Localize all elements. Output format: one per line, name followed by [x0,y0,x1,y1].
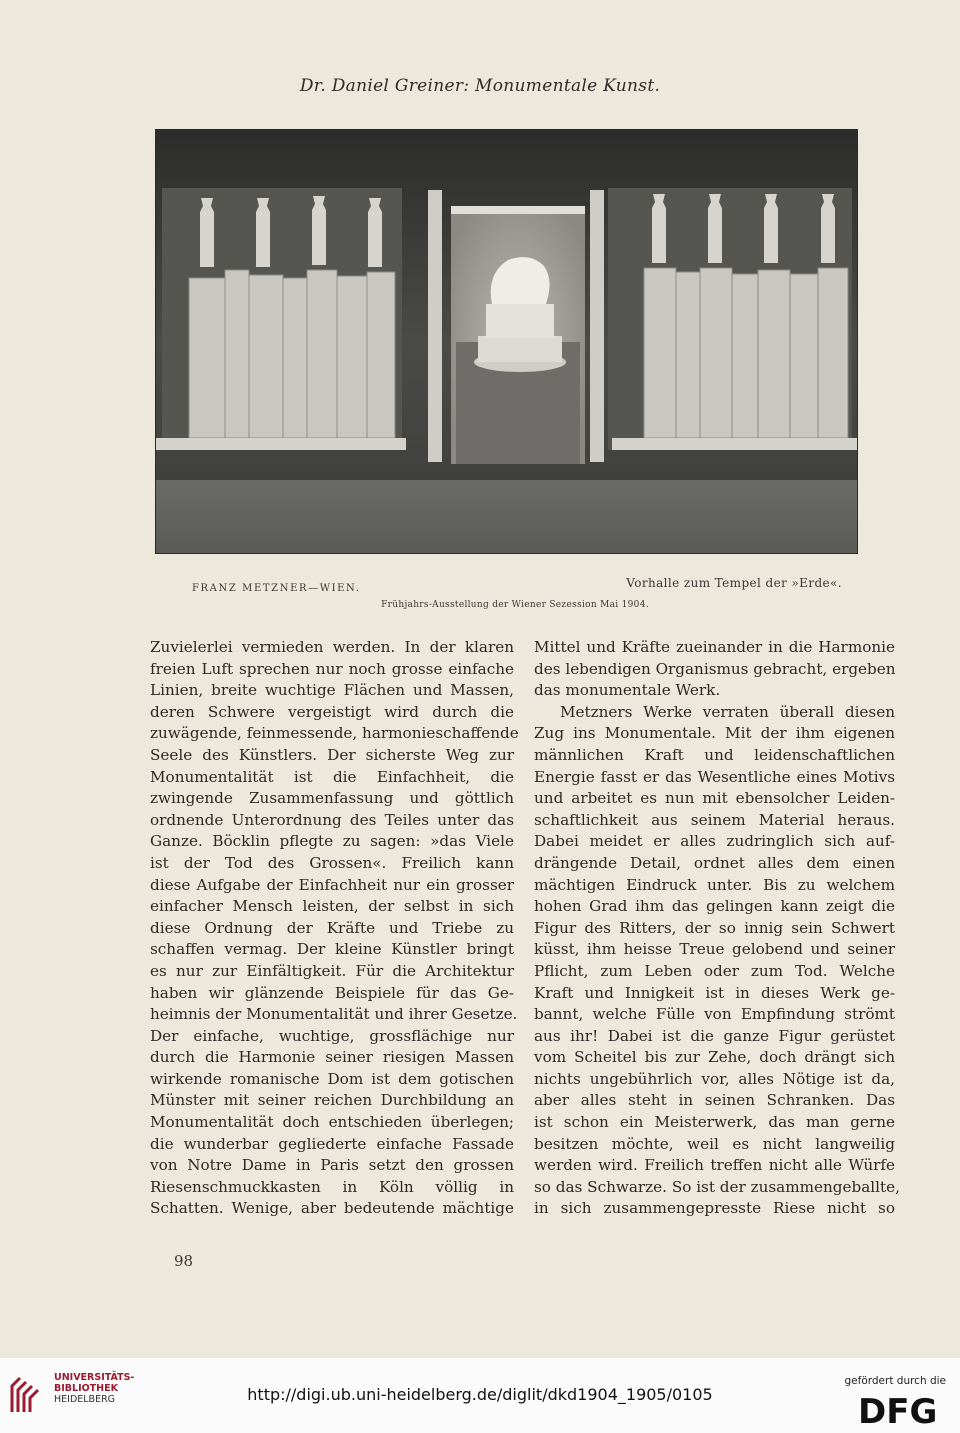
text-line: zwingende Zusammenfassung und göttlich [150,789,514,808]
text-line: ist der Tod des Grossen«. Freilich kann [150,853,514,872]
vestibule-photo [156,130,857,553]
text-line: Kraft und Innigkeit ist in dieses Werk ge- [534,983,895,1002]
text-line: von Notre Dame in Paris setzt den grossen [150,1156,514,1175]
text-line: Zug ins Monumentale. Mit der ihm eigenen [534,724,895,743]
text-line: besitzen möchte, weil es nicht langweilig [534,1134,895,1153]
text-line: Figur des Ritters, der so innig sein Schwert [534,918,895,937]
text-line: des lebendigen Organismus gebracht, ergeben [534,659,896,678]
text-line: Metzners Werke verraten überall diesen [560,702,895,721]
text-line: schaftlichkeit aus seinem Material heraus. [534,810,895,829]
running-title: Dr. Daniel Greiner: Monumentale Kunst. [299,76,661,96]
exhibition-photograph [155,129,858,554]
figure-caption-artist: FRANZ METZNER—WIEN. [192,583,361,594]
text-line: diese Aufgabe der Einfachheit nur ein grosser [150,875,514,894]
text-line: mächtigen Eindruck unter. Bis zu welchem [534,875,895,894]
text-line: zuwägende, feinmessende, harmonieschaffende [150,724,519,743]
text-column-left [150,637,519,1220]
text-line: schaffen vermag. Der kleine Künstler bringt [150,940,514,959]
text-line: haben wir glänzende Beispiele für das Ge- [150,983,514,1002]
text-line: ist schon ein Meisterwerk, das man gerne [534,1113,895,1132]
permalink-url[interactable]: http://digi.ub.uni-heidelberg.de/diglit/dkd1904_1905/0105 [247,1385,713,1404]
text-line: diese Ordnung der Kräfte und Triebe zu [150,918,514,937]
text-line: aber alles steht in seinen Schranken. Das [534,1091,895,1110]
text-line: Pflicht, zum Leben oder zum Tod. Welche [534,961,895,980]
text-line: durch die Harmonie seiner riesigen Massen [150,1048,514,1067]
text-line: drängende Detail, ordnet alles dem einen [534,853,895,872]
text-line: Zuvielerlei vermieden werden. In der klaren [150,638,514,656]
text-line: deren Schwere vergeistigt wird durch die [150,702,514,721]
text-line: ordnende Unterordnung des Teiles unter das [150,810,514,829]
text-line: Linien, breite wuchtige Flächen und Massen, [150,681,514,700]
dfg-logo-icon [856,1392,948,1426]
text-line: Dabei meidet er alles zudringlich sich auf- [534,832,895,851]
text-line: Der einfache, wuchtige, grossflächige nur [150,1026,514,1045]
library-name-line: BIBLIOTHEK [54,1383,118,1394]
figure-caption-exhibition: Frühjahrs-Ausstellung der Wiener Sezession Mai 1904. [381,600,649,610]
text-line: in sich zusammengepresste Riese nicht so [534,1199,895,1218]
text-line: heimnis der Monumentalität und ihrer Gesetze. [150,1005,518,1024]
text-line: Monumentalität ist die Einfachheit, die [150,767,514,786]
text-line: Schatten. Wenige, aber bedeutende mächtige [150,1199,514,1218]
text-line: Riesenschmuckkasten in Köln völlig in [150,1177,514,1196]
text-line: vom Scheitel bis zur Zehe, doch drängt sich [534,1048,895,1067]
text-line: so das Schwarze. So ist der zusammengeballte, [534,1177,900,1196]
text-line: Münster mit seiner reichen Durchbildung an [150,1091,514,1110]
library-name-line: HEIDELBERG [54,1394,116,1405]
library-name-line: UNIVERSITÄTS- [54,1372,135,1383]
text-line: das monumentale Werk. [534,681,721,700]
text-line: aus ihr! Dabei ist die ganze Figur gerüstet [534,1026,895,1045]
text-line: einfacher Mensch leisten, der selbst in sich [150,897,514,916]
text-line: Energie fasst er das Wesentliche eines Motivs [534,767,895,786]
text-line: männlichen Kraft und leidenschaftlichen [534,745,895,764]
page-number: 98 [174,1252,194,1270]
text-line: Mittel und Kräfte zueinander in die Harmonie [534,638,895,656]
text-column-right [534,637,900,1220]
funder-label: gefördert durch die [844,1375,946,1387]
text-line: küsst, ihm heisse Treue gelobend und seiner [534,940,895,959]
text-line: freien Luft sprechen nur noch grosse einfache [150,659,514,678]
figure-caption-title: Vorhalle zum Tempel der »Erde«. [626,576,842,590]
text-line: die wunderbar gegliederte einfache Fassade [150,1134,514,1153]
text-line: Ganze. Böcklin pflegte zu sagen: »das Viele [150,832,514,851]
text-line: wirkende romanische Dom ist dem gotischen [150,1069,514,1088]
text-line: Seele des Künstlers. Der sicherste Weg zur [150,745,514,764]
text-line: hohen Grad ihm das gelingen kann zeigt die [534,897,895,916]
text-line: und arbeitet es nun mit ebensolcher Leiden- [534,789,895,808]
dfg-logo-text: DFG [858,1392,938,1426]
text-line: werden wird. Freilich treffen nicht alle Würfe [534,1156,895,1175]
text-line: nichts ungebührlich vor, alles Nötige ist da, [534,1069,895,1088]
text-line: bannt, welche Fülle von Empfindung strömt [534,1005,895,1024]
text-line: Monumentalität doch entschieden überlegen; [150,1113,514,1132]
text-line: es nur zur Einfältigkeit. Für die Architektur [150,961,514,980]
